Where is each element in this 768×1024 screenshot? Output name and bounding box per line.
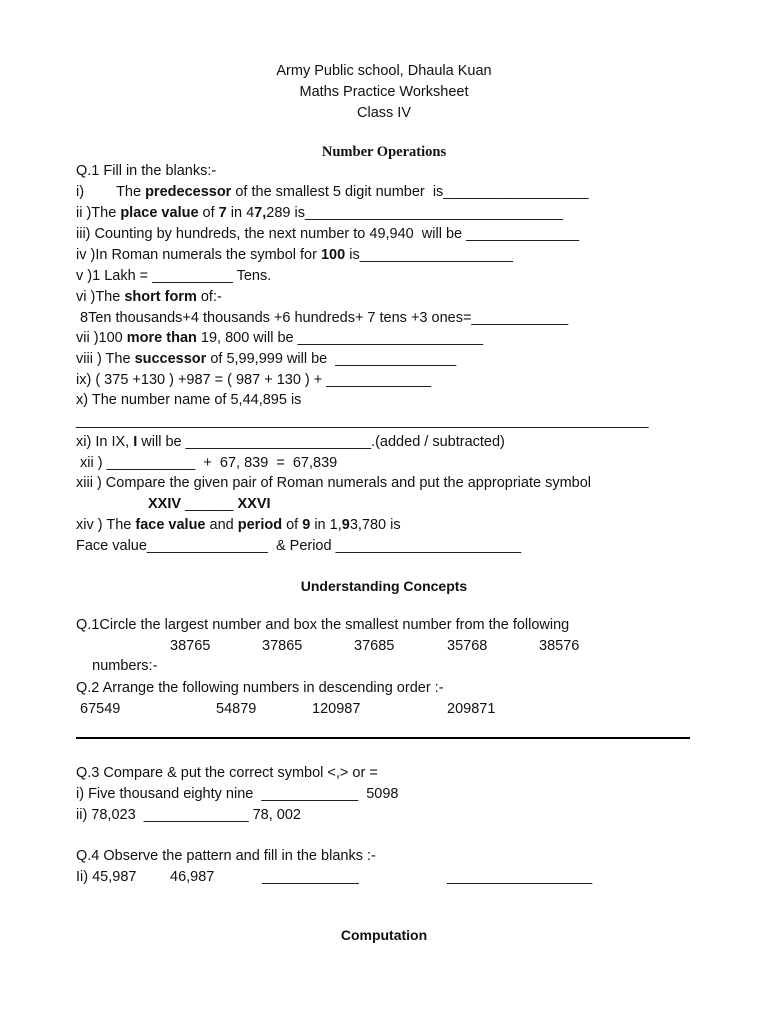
q1-number: 37685: [354, 638, 395, 654]
item-vii: vii )100 more than 19, 800 will be _______________________: [76, 330, 484, 346]
q2-number: 54879: [216, 701, 257, 717]
section-heading-understanding-concepts: Understanding Concepts: [300, 578, 468, 594]
item-viii: viii ) The successor of 5,99,999 will be _______________: [76, 351, 457, 367]
question-1-label: Q.1 Fill in the blanks:-: [76, 163, 217, 179]
pattern-blank: __________________: [447, 869, 593, 885]
concept-q3-text: Q.3 Compare & put the correct symbol <,> or =: [76, 765, 378, 781]
q2-number: 209871: [447, 701, 496, 717]
item-i-num: i): [76, 184, 85, 200]
item-iii: iii) Counting by hundreds, the next number to 49,940 will be ______________: [76, 226, 580, 242]
item-xiv-answer-line: Face value_______________ & Period _______________________: [76, 538, 522, 554]
q1-number: 37865: [262, 638, 303, 654]
school-name: Army Public school, Dhaula Kuan: [276, 63, 492, 79]
item-vi-expression: 8Ten thousands+4 thousands +6 hundreds+ 7 tens +3 ones=____________: [76, 310, 569, 326]
q1-number: 38765: [170, 638, 211, 654]
numbers-label: numbers:-: [92, 658, 158, 674]
section-heading-number-operations: Number Operations: [321, 144, 447, 160]
item-x-answer-line: _______________________________________________________________________: [76, 413, 649, 429]
q2-number: 67549: [80, 701, 121, 717]
q1-number: 38576: [539, 638, 580, 654]
class-label: Class IV: [357, 105, 411, 121]
pattern-term: Ii) 45,987: [76, 869, 137, 885]
concept-q4-text: Q.4 Observe the pattern and fill in the blanks :-: [76, 848, 376, 864]
item-iv: iv )In Roman numerals the symbol for 100 is___________________: [76, 247, 513, 263]
pattern-blank: ____________: [262, 869, 359, 885]
item-xiv: xiv ) The face value and period of 9 in 1,93,780 is: [76, 517, 401, 533]
concept-q3-ii: ii) 78,023 _____________ 78, 002: [76, 807, 301, 823]
concept-q1-numbers: [76, 636, 158, 674]
item-xiii: xiii ) Compare the given pair of Roman numerals and put the appropriate symbol: [76, 475, 592, 491]
item-ii: ii )The place value of 7 in 47,289 is________________________________: [76, 205, 564, 221]
q1-number: 35768: [447, 638, 488, 654]
item-i: i) The predecessor of the smallest 5 digit number is__________________: [76, 184, 589, 200]
concept-q2-text: Q.2 Arrange the following numbers in descending order :-: [76, 680, 444, 696]
section-heading-computation: Computation: [340, 927, 428, 943]
pattern-term: 46,987: [170, 869, 215, 885]
item-v: v )1 Lakh = __________ Tens.: [76, 268, 272, 284]
item-xi: xi) In IX, I will be _______________________.(added / subtracted): [76, 434, 505, 450]
worksheet-title: Maths Practice Worksheet: [299, 84, 469, 100]
item-x: x) The number name of 5,44,895 is: [76, 392, 302, 408]
q2-number: 120987: [312, 701, 361, 717]
item-xii: xii ) ___________ + 67, 839 = 67,839: [76, 455, 338, 471]
item-xiii-roman-pair: XXIV ______ XXVI: [148, 496, 271, 512]
answer-rule: [76, 737, 690, 739]
concept-q1-text: Q.1Circle the largest number and box the smallest number from the following: [76, 617, 570, 633]
concept-q3-i: i) Five thousand eighty nine ____________ 5098: [76, 786, 399, 802]
item-vi: vi )The short form of:-: [76, 289, 222, 305]
item-ix: ix) ( 375 +130 ) +987 = ( 987 + 130 ) + _____________: [76, 372, 432, 388]
